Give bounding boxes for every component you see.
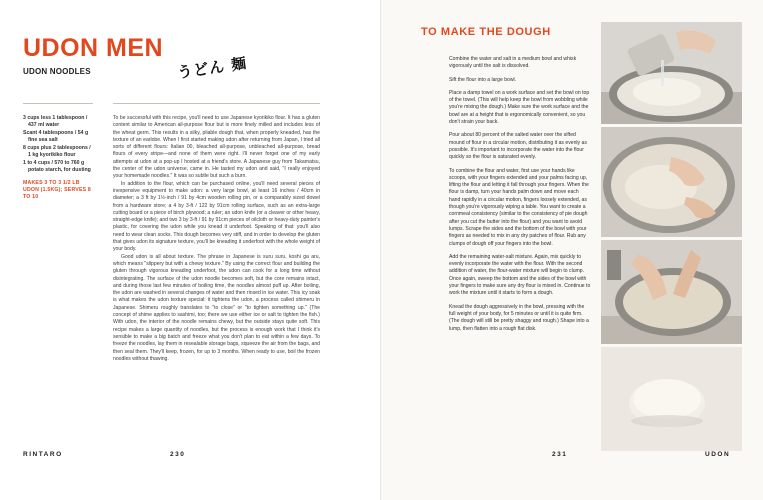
photo-dough-disk [601,347,742,451]
section-heading: TO MAKE THE DOUGH [421,26,551,38]
left-page [0,0,381,500]
method-step: To combine the flour and water, first use your hands like scoops, with your fingers extended and your palms facing up, lifting the flour and letting it fall through your fingers. When the flour is damp, turn your hands palm down and move each hand rapidly in a circular motion, fingers loosely extended, as though you're vigorously wiping a table. You want to create a cornmeal consistency (similar to the consistency of pie dough after you cut the butter into the flour) and you want to avoid lumps. Scrape the sides and the bottom of the bowl with your fingers as needed to mix in any dry patches of flour. Rub any clumps of dough off your fingers into the bowl. [449,167,589,247]
ingredient-item: Scant 4 tablespoons / 54 g fine sea salt [23,130,89,143]
method-step: Sift the flour into a large bowl. [449,76,517,83]
intro-paragraph: Good udon is all about texture. The phrase in Japanese is suru suru, koshi ga aru, which means "slippery but with a chewy texture." By using the correct flour and building the gluten through vigorous kneading underfoot, the udon can cook for a long time without disintegrating. The surface of the udon noodle becomes soft, but the core remains intact, and during those last few minutes of boiling time, the noodles almost puff up. After boiling, the udon are washed in several changes of water and then rinsed in ice water. This icy soak is what makes the udon texture special: it tightens the udon, a process called shimeru in Japanese. Shimeru roughly translates to "to close" or "to tighten something up." (The concept of shime applies to sashimi, too; there we use either ice or salt to tighten the fish.) With udon, the interior of the noodle remains chewy, but the outside stays quite soft. This recipe makes a large quantity of noodles, but the process is enough work that I think it's sensible to make a big batch and freeze what you don't plan to eat within a few days. To freeze the noodles, lay them in resealable storage bags, squeeze the air from the bags, and then seal them. They'll keep, frozen, for up to 3 months. When ready to use, boil the frozen noodles without thawing. [113,253,320,362]
japanese-title: うどん 麺 [176,54,249,82]
photo-pouring-water [601,22,742,124]
body-rule [113,103,320,104]
footer-author: RINTARO [23,451,63,458]
photo-kneading-dough [601,240,742,344]
recipe-subtitle: UDON NOODLES [23,67,91,76]
method-step: Combine the water and salt in a medium bowl and whisk vigorously until the salt is dissolved. [449,56,577,70]
intro-text [113,115,320,363]
intro-paragraph: In addition to the flour, which can be purchased online, you'll need several pieces of inexpensive equipment to make udon: a very large bowl, at least 16 inches / 40cm in diameter; a 3 ft by 1½-inch / 91 by 4cm wooden rolling pin, or a comparably sized dowel from a hardware store; a 4 by 3-ft / 122 by 91cm rolling surface, such as an extra-large cutting board or a piece of birch plywood; a ruler; an udon knife (or a cleaver or other heavy, straight-edge knife); and two 3 by 3-ft / 91 by 91cm pieces of oilcloth or heavy-duty painter's plastic, for covering the udon while you knead it underfoot. Speaking of that: you'll also need to wear clean socks. This dough becomes very stiff, and in order to develop the gluten that gives udon its signature texture, you'll be kneading it underfoot with the whole weight of your body. [113,180,320,253]
method-step: Knead the dough aggressively in the bowl, pressing with the full weight of your body, for 5 minutes or until it is quite firm. (The dough will still be pretty shaggy and rough.) Shape into a lump, then flatten into a rough flat disk. [449,303,589,332]
ingredients-rule [23,103,93,104]
ingredients-list [23,115,93,201]
page-number-right: 231 [552,451,568,458]
page-number-left: 230 [170,451,186,458]
method-step: Add the remaining water-salt mixture. Again, mix quickly to evenly incorporate the water with the flour. With the second addition of water, the flour-water mixture will begin to clump. Once again, sweep the bottom and the sides of the bowl with your fingers to make sure any dry flour is mixed in. Continue to work the mixture until it starts to form a dough. [449,253,591,297]
intro-paragraph: To be successful with this recipe, you'll need to use Japanese kyorikiko flour. It has a gluten content similar to American all-purpose flour but is more finely milled and includes less of the wheat germ. This results in a silky, pliable dough that, when properly kneaded, has the texture of an earlobe. When I first started making udon after returning from Japan, I tried all sorts of different flours: Italian 00, bleached all-purpose, unbleached all-purpose, bread flours of every stripe—and none of them were right. I'll never forget one of my early attempts at udon at a pop-up I hosted at a friend's store. A Japanese guy from Takamatsu, the center of the udon universe, came in. He tasted my udon and said, "I really enjoyed your homemade noodles." It was so subtle but such a burn. [113,115,320,180]
ingredient-item: 1 to 4 cups / 570 to 760 g potato starch, for dusting [23,160,91,173]
recipe-title: UDON MEN [23,34,164,62]
method-steps [449,56,591,339]
ingredient-item: 3 cups less 1 tablespoon / 437 ml water [23,115,88,128]
method-step: Place a damp towel on a work surface and set the bowl on top of the towel. (This will help keep the bowl from wobbling while you're mixing the dough.) Make sure the work surface and the bowl are at a height that is ergonomically convenient, so you don't strain your back. [449,89,590,126]
ingredient-item: 8 cups plus 2 tablespoons / 1 kg kyorikiko flour [23,145,91,158]
footer-section: UDON [705,451,731,458]
method-step: Pour about 80 percent of the salted water over the sifted mound of flour in a circular motion, distributing it as evenly as possible. It's important to incorporate the water into the flour quickly so the flour is saturated evenly. [449,132,587,161]
photo-mixing-flour [601,127,742,237]
yield-note: MAKES 3 TO 3 1/2 LB UDON (1.5KG); SERVES 8 TO 10 [23,180,92,200]
